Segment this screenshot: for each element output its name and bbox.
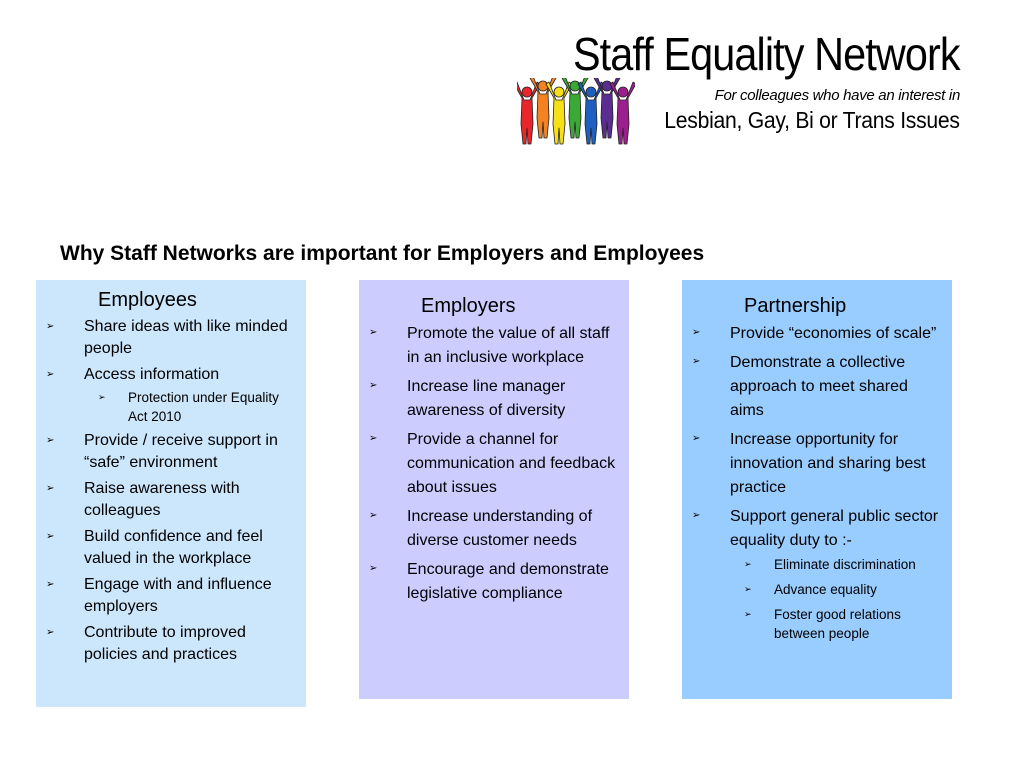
arrow-bullet-icon: ➢ xyxy=(744,609,752,619)
partnership-sub-list-item-text: Advance equality xyxy=(774,582,877,597)
arrow-bullet-icon: ➢ xyxy=(369,563,378,574)
employers-heading: Employers xyxy=(421,295,516,317)
employees-list-item-text: Build confidence and feel valued in the workplace xyxy=(84,528,263,567)
employees-list-item xyxy=(46,526,296,570)
partnership-list-item xyxy=(692,428,942,500)
arrow-bullet-icon: ➢ xyxy=(46,531,55,542)
person-figure-icon xyxy=(517,82,540,144)
partnership-sub-list xyxy=(730,555,942,643)
partnership-list-item xyxy=(692,351,942,423)
employees-list-item xyxy=(46,364,296,426)
partnership-list-item xyxy=(692,505,942,643)
partnership-list-item xyxy=(692,322,942,346)
employers-list-item xyxy=(369,558,619,606)
arrow-bullet-icon: ➢ xyxy=(692,433,701,444)
employees-list-item-text: Engage with and influence employers xyxy=(84,576,272,615)
arrow-bullet-icon: ➢ xyxy=(369,433,378,444)
employees-sub-list-item-text: Protection under Equality Act 2010 xyxy=(128,390,279,424)
arrow-bullet-icon: ➢ xyxy=(46,483,55,494)
employers-list-item-text: Increase understanding of diverse customer needs xyxy=(407,508,593,549)
partnership-list-item-text: Increase opportunity for innovation and sharing best practice xyxy=(730,431,926,496)
employees-list xyxy=(46,316,296,666)
arrow-bullet-icon: ➢ xyxy=(46,627,55,638)
partnership-sub-list-item xyxy=(730,555,942,574)
employers-list-item xyxy=(369,428,619,500)
employees-list-item-text: Contribute to improved policies and practices xyxy=(84,624,246,663)
partnership-sub-list-item xyxy=(730,580,942,599)
person-figure-icon xyxy=(594,78,620,138)
arrow-bullet-icon: ➢ xyxy=(46,369,55,380)
partnership-sub-list-item xyxy=(730,605,942,643)
employers-list-item xyxy=(369,505,619,553)
partnership-column xyxy=(682,280,952,699)
partnership-sub-list-item-text: Eliminate discrimination xyxy=(774,557,916,572)
partnership-sub-list-item-text: Foster good relations between people xyxy=(774,607,901,641)
arrow-bullet-icon: ➢ xyxy=(692,356,701,367)
employers-list-item-text: Provide a channel for communication and feedback about issues xyxy=(407,431,616,496)
arrow-bullet-icon: ➢ xyxy=(369,510,378,521)
partnership-list-item-text: Demonstrate a collective approach to meet shared aims xyxy=(730,354,908,419)
employees-sub-list-item xyxy=(84,388,296,426)
person-figure-icon xyxy=(530,78,556,138)
arrow-bullet-icon: ➢ xyxy=(46,579,55,590)
arrow-bullet-icon: ➢ xyxy=(46,321,55,332)
employees-heading: Employees xyxy=(98,289,197,311)
person-figure-icon xyxy=(578,82,604,144)
arrow-bullet-icon: ➢ xyxy=(692,510,701,521)
tagline: For colleagues who have an interest in xyxy=(714,87,960,104)
employers-list-item xyxy=(369,375,619,423)
arrow-bullet-icon: ➢ xyxy=(98,392,106,402)
arrow-bullet-icon: ➢ xyxy=(692,327,701,338)
employees-sub-list xyxy=(84,388,296,426)
section-heading: Why Staff Networks are important for Employers and Employees xyxy=(60,242,705,265)
employers-list-item-text: Encourage and demonstrate legislative compliance xyxy=(407,561,609,602)
employers-list-item-text: Promote the value of all staff in an inclusive workplace xyxy=(407,325,610,366)
employees-list-item xyxy=(46,622,296,666)
employees-list-item xyxy=(46,478,296,522)
person-figure-icon xyxy=(562,78,588,138)
person-figure-icon xyxy=(610,82,635,144)
employers-list xyxy=(369,322,619,606)
partnership-list xyxy=(692,322,942,643)
partnership-list-item-text: Support general public sector equality duty to :- xyxy=(730,508,939,549)
arrow-bullet-icon: ➢ xyxy=(369,380,378,391)
employees-column xyxy=(36,280,306,707)
employers-list-item xyxy=(369,322,619,370)
arrow-bullet-icon: ➢ xyxy=(369,327,378,338)
employees-list-item-text: Access information xyxy=(84,366,220,383)
rainbow-people-logo-icon xyxy=(517,78,635,150)
employees-list-item-text: Provide / receive support in “safe” environment xyxy=(84,432,278,471)
partnership-list-item-text: Provide “economies of scale” xyxy=(730,325,937,342)
employees-list-item-text: Share ideas with like minded people xyxy=(84,318,288,357)
employees-list-item xyxy=(46,574,296,618)
arrow-bullet-icon: ➢ xyxy=(744,559,752,569)
arrow-bullet-icon: ➢ xyxy=(46,435,55,446)
employers-list-item-text: Increase line manager awareness of diversity xyxy=(407,378,566,419)
employees-list-item-text: Raise awareness with colleagues xyxy=(84,480,240,519)
partnership-heading: Partnership xyxy=(744,295,847,317)
employees-list-item xyxy=(46,430,296,474)
person-figure-icon xyxy=(546,82,572,144)
employees-list-item xyxy=(46,316,296,360)
arrow-bullet-icon: ➢ xyxy=(744,584,752,594)
page-title: Staff Equality Network xyxy=(573,28,960,80)
subtitle: Lesbian, Gay, Bi or Trans Issues xyxy=(664,107,960,133)
employers-column xyxy=(359,280,629,699)
